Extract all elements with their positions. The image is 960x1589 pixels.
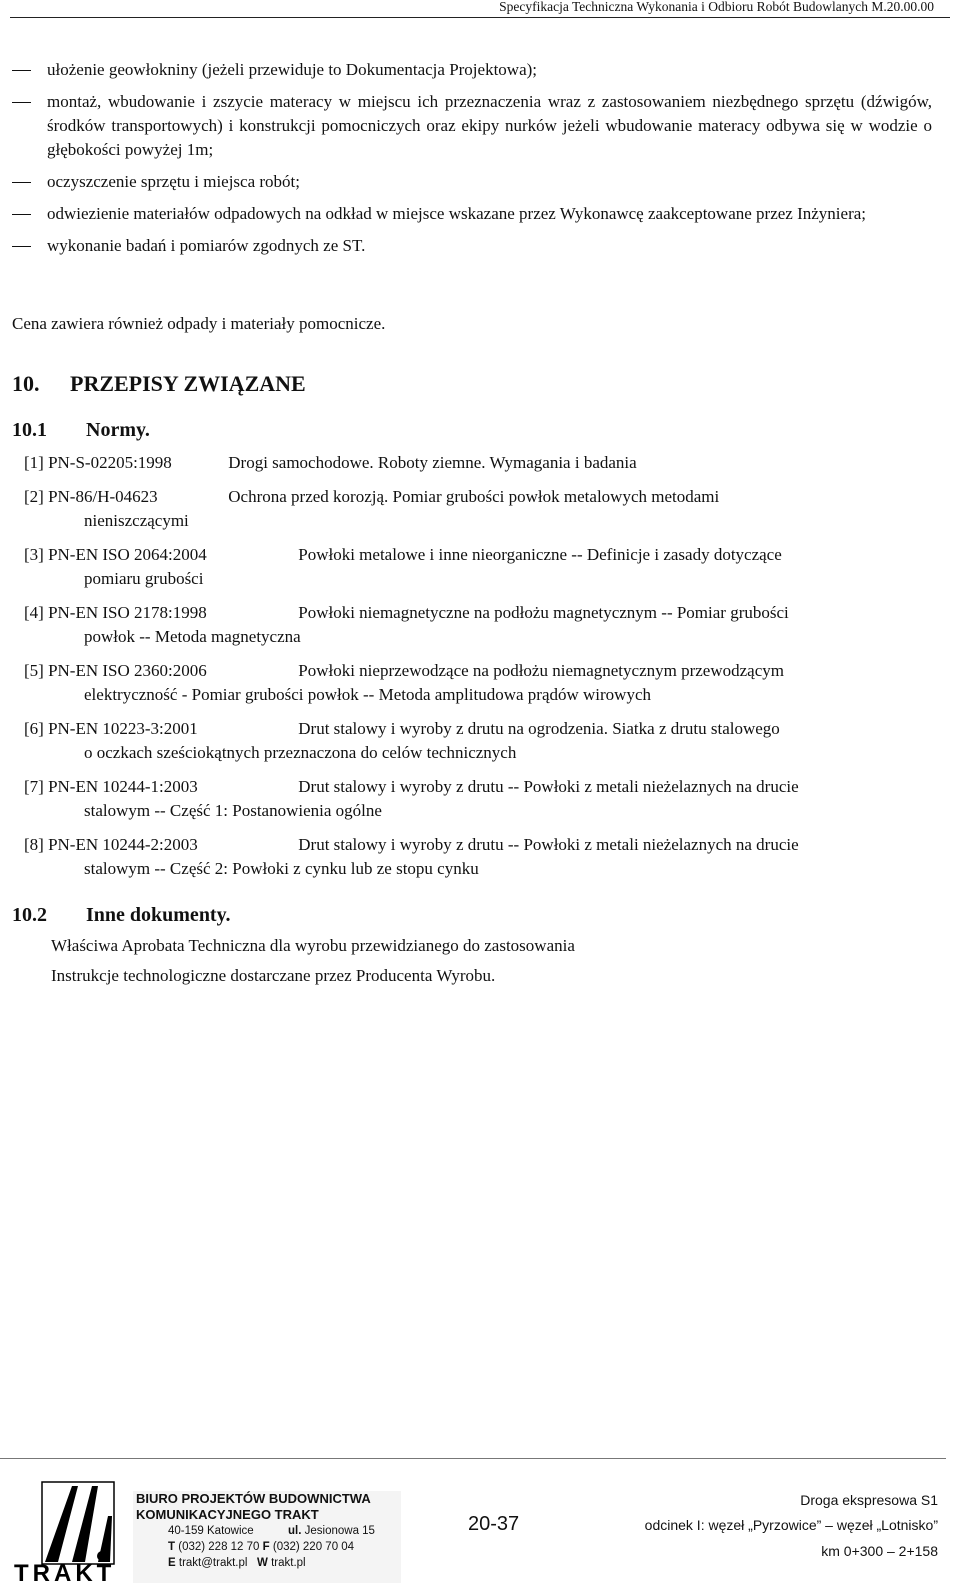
norm-item bbox=[24, 543, 936, 591]
norm-reference: [7] PN-EN 10244-1:2003 bbox=[24, 777, 198, 796]
footer-rule bbox=[0, 1458, 946, 1459]
bullet-list bbox=[12, 58, 932, 266]
list-item-text: wykonanie badań i pomiarów zgodnych ze ST. bbox=[47, 236, 366, 255]
norm-item bbox=[24, 451, 936, 475]
road-section: odcinek I: węzeł „Pyrzowice” – węzeł „Lotnisko” bbox=[644, 1517, 938, 1533]
section-title: PRZEPISY ZWIĄZANE bbox=[70, 371, 306, 396]
price-note: Cena zawiera również odpady i materiały pomocnicze. bbox=[12, 314, 386, 333]
company-city: 40-159 Katowice bbox=[168, 1525, 254, 1537]
page-header bbox=[0, 0, 960, 19]
norm-title: Powłoki metalowe i inne nieorganiczne -- Definicje i zasady dotyczące bbox=[298, 545, 782, 564]
list-item-text: ułożenie geowłokniny (jeżeli przewiduje to Dokumentacja Projektowa); bbox=[47, 60, 538, 79]
norm-reference: [1] PN-S-02205:1998 bbox=[24, 453, 172, 472]
company-name-line2: KOMUNIKACYJNEGO TRAKT bbox=[136, 1507, 319, 1522]
list-item-text: odwiezienie materiałów odpadowych na odkład w miejsce wskazane przez Wykonawcę zaakceptowane przez Inżyniera; bbox=[47, 204, 866, 223]
norm-title-continuation: pomiaru grubości bbox=[84, 569, 204, 588]
section-heading-10 bbox=[12, 371, 306, 397]
company-name-line1: BIURO PROJEKTÓW BUDOWNICTWA bbox=[136, 1491, 371, 1506]
list-item-text: montaż, wbudowanie i zszycie materacy w miejscu ich przeznaczenia wraz z zastosowaniem niezbędnego sprzętu (dźwigów, środków transportowych) i konstrukcji pomocniczych oraz ekipy nurków jeżeli wbudowanie materacy odbywa się w wodzie o głębokości powyżej 1m; bbox=[47, 92, 932, 159]
subsection-number: 10.1 bbox=[12, 419, 47, 441]
road-name: Droga ekspresowa S1 bbox=[800, 1492, 938, 1508]
norm-title-continuation: stalowym -- Część 1: Postanowienia ogólne bbox=[84, 801, 382, 820]
norm-item bbox=[24, 485, 936, 533]
norm-title-continuation: stalowym -- Część 2: Powłoki z cynku lub ze stopu cynku bbox=[84, 859, 479, 878]
list-item bbox=[12, 202, 932, 226]
norm-title-continuation: nieniszczącymi bbox=[84, 511, 189, 530]
header-title: Specyfikacja Techniczna Wykonania i Odbioru Robót Budowlanych M.20.00.00 bbox=[499, 0, 934, 14]
norm-title: Drut stalowy i wyroby z drutu na ogrodzenia. Siatka z drutu stalowego bbox=[298, 719, 780, 738]
other-documents-list bbox=[51, 934, 575, 994]
company-info bbox=[133, 1491, 401, 1583]
norm-title: Drut stalowy i wyroby z drutu -- Powłoki z metali nieżelaznych na drucie bbox=[298, 835, 799, 854]
subsection-heading-10-2 bbox=[12, 903, 231, 927]
svg-text:TRAKT: TRAKT bbox=[14, 1560, 116, 1584]
document-item: Instrukcje technologiczne dostarczane przez Producenta Wyrobu. bbox=[51, 966, 496, 985]
subsection-title: Normy. bbox=[86, 419, 150, 441]
list-item bbox=[12, 234, 932, 258]
subsection-title: Inne dokumenty. bbox=[86, 904, 231, 926]
norm-item bbox=[24, 833, 936, 881]
section-number: 10. bbox=[12, 371, 40, 396]
norm-item bbox=[24, 775, 936, 823]
norm-title-continuation: elektryczność - Pomiar grubości powłok -- Metoda amplitudowa prądów wirowych bbox=[84, 685, 651, 704]
norm-item bbox=[24, 717, 936, 765]
list-item bbox=[12, 170, 932, 194]
page-number: 20-37 bbox=[468, 1513, 520, 1535]
list-item-text: oczyszczenie sprzętu i miejsca robót; bbox=[47, 172, 300, 191]
norm-title: Powłoki nieprzewodzące na podłożu niemagnetycznym przewodzącym bbox=[298, 661, 784, 680]
norm-reference: [6] PN-EN 10223-3:2001 bbox=[24, 719, 198, 738]
norm-item bbox=[24, 659, 936, 707]
norm-reference: [5] PN-EN ISO 2360:2006 bbox=[24, 661, 207, 680]
norm-title: Drogi samochodowe. Roboty ziemne. Wymagania i badania bbox=[228, 453, 637, 472]
norm-title: Powłoki niemagnetyczne na podłożu magnetycznym -- Pomiar grubości bbox=[298, 603, 789, 622]
road-km: km 0+300 – 2+158 bbox=[821, 1543, 938, 1559]
norms-list bbox=[24, 451, 936, 891]
norm-reference: [8] PN-EN 10244-2:2003 bbox=[24, 835, 198, 854]
document-item: Właściwa Aprobata Techniczna dla wyrobu przewidzianego do zastosowania bbox=[51, 936, 575, 955]
header-rule bbox=[10, 17, 950, 18]
company-email-web: E trakt@trakt.pl W trakt.pl bbox=[168, 1557, 306, 1569]
norm-title-continuation: powłok -- Metoda magnetyczna bbox=[84, 627, 301, 646]
norm-reference: [4] PN-EN ISO 2178:1998 bbox=[24, 603, 207, 622]
norm-title: Drut stalowy i wyroby z drutu -- Powłoki z metali nieżelaznych na drucie bbox=[298, 777, 799, 796]
norm-reference: [3] PN-EN ISO 2064:2004 bbox=[24, 545, 207, 564]
company-street: ul. Jesionowa 15 bbox=[288, 1525, 375, 1537]
norm-title: Ochrona przed korozją. Pomiar grubości powłok metalowych metodami bbox=[228, 487, 720, 506]
subsection-heading-10-1 bbox=[12, 418, 150, 442]
subsection-number: 10.2 bbox=[12, 904, 47, 926]
norm-reference: [2] PN-86/H-04623 bbox=[24, 487, 158, 506]
list-item bbox=[12, 58, 932, 82]
company-phone-fax: T (032) 228 12 70 F (032) 220 70 04 bbox=[168, 1541, 355, 1553]
list-item bbox=[12, 90, 932, 162]
norm-item bbox=[24, 601, 936, 649]
norm-title-continuation: o oczkach sześciokątnych przeznaczona do celów technicznych bbox=[84, 743, 517, 762]
